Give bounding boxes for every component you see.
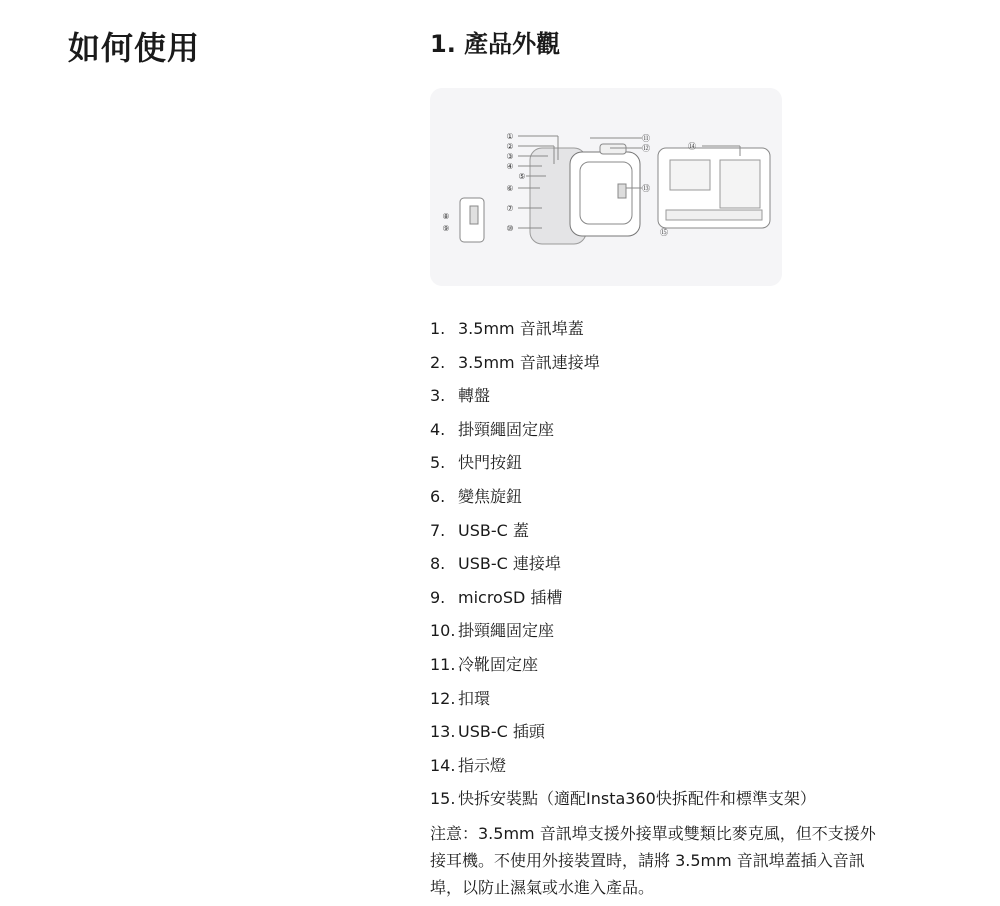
list-item-number: 11. (430, 654, 456, 674)
list-item-label: 指示燈 (458, 755, 507, 775)
list-item (430, 480, 900, 514)
list-item (430, 715, 900, 749)
list-item-number: 6. (430, 486, 446, 506)
list-item-number: 4. (430, 419, 446, 439)
callout-7: ⑦ (506, 204, 514, 213)
product-illustration (430, 88, 782, 286)
product-diagram (430, 88, 782, 286)
list-item-label: microSD 插槽 (458, 587, 563, 607)
list-item-number: 15. (430, 789, 456, 809)
list-item-label: 掛頸繩固定座 (458, 419, 555, 439)
callout-14: ⑭ (688, 142, 696, 151)
list-item-number: 3. (430, 386, 446, 406)
list-item-label: USB-C 蓋 (458, 520, 529, 540)
list-item-label: 扣環 (458, 688, 491, 708)
top-buckle (600, 144, 626, 154)
list-item-label: 冷靴固定座 (458, 654, 539, 674)
note-text: 注意：3.5mm 音訊埠支援外接單或雙類比麥克風，但不支援外接耳機。不使用外接裝置時，請將 3.5mm 音訊埠蓋插入音訊埠，以防止濕氣或水進入產品。 (430, 823, 876, 897)
list-item-number: 13. (430, 722, 456, 742)
list-item (430, 312, 900, 346)
parts-list (430, 312, 900, 816)
list-item-number: 1. (430, 319, 446, 338)
list-item (430, 782, 900, 816)
list-item-number: 9. (430, 587, 446, 607)
callout-11: ⑪ (642, 134, 650, 143)
list-item (430, 446, 900, 480)
callout-13: ⑬ (642, 184, 650, 193)
list-item (430, 682, 900, 716)
list-item-number: 12. (430, 688, 456, 708)
page-title: 如何使用 (68, 29, 201, 67)
list-item-number: 10. (430, 621, 456, 641)
list-item (430, 379, 900, 413)
callout-5: ⑤ (518, 172, 526, 181)
main-content (430, 26, 900, 901)
list-item-number: 8. (430, 554, 446, 574)
callout-6: ⑥ (506, 184, 514, 193)
section-title: 1. 產品外觀 (430, 30, 561, 58)
list-item (430, 413, 900, 447)
list-item-label: 掛頸繩固定座 (458, 621, 555, 641)
callout-3: ③ (506, 152, 514, 161)
side-port (618, 184, 626, 198)
callout-15: ⑮ (660, 228, 668, 237)
list-item (430, 648, 900, 682)
callout-12: ⑫ (642, 144, 650, 153)
callout-2: ② (506, 142, 514, 151)
list-item-label: USB-C 連接埠 (458, 554, 561, 574)
callout-9: ⑨ (442, 224, 450, 233)
list-item-label: 變焦旋鈕 (458, 486, 523, 506)
list-item (430, 514, 900, 548)
list-item-number: 2. (430, 352, 446, 372)
list-item-label: 3.5mm 音訊連接埠 (458, 352, 600, 372)
list-item (430, 749, 900, 783)
callout-1: ① (506, 132, 514, 141)
list-item (430, 346, 900, 380)
list-item (430, 581, 900, 615)
list-item-label: USB-C 插頭 (458, 722, 545, 742)
callout-8: ⑧ (442, 212, 450, 221)
list-item-number: 14. (430, 755, 456, 775)
list-item-label: 轉盤 (458, 386, 491, 406)
callout-10: ⑩ (506, 224, 514, 233)
list-item-label: 快拆安裝點（適配Insta360快拆配件和標準支架） (458, 789, 816, 809)
list-item-label: 3.5mm 音訊埠蓋 (458, 319, 584, 338)
list-item-number: 7. (430, 520, 446, 540)
list-item-label: 快門按鈕 (458, 453, 523, 473)
callout-4: ④ (506, 162, 514, 171)
list-item (430, 547, 900, 581)
list-item (430, 614, 900, 648)
list-item-number: 5. (430, 453, 446, 473)
